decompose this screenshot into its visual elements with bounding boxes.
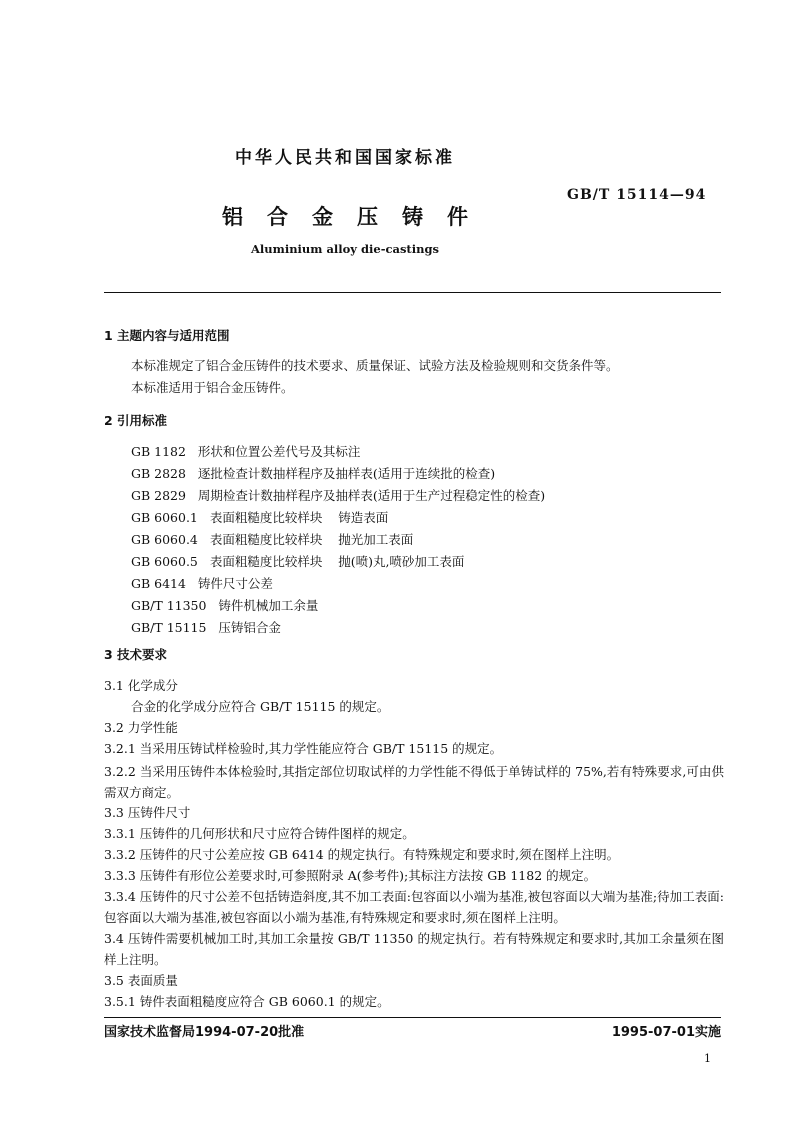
title-char: 铝 [222, 205, 243, 229]
reference-item [131, 531, 413, 549]
header-divider [104, 292, 721, 293]
subsection-heading: 3.5 表面质量 [104, 973, 178, 988]
section-3-heading: 3 技术要求 [104, 647, 168, 662]
reference-code: GB 6414 [131, 576, 186, 591]
section-1-paragraph: 本标准规定了铝合金压铸件的技术要求、质量保证、试验方法及检验规则和交货条件等。 [131, 358, 619, 373]
clause-text: 3.3.4 压铸件的尺寸公差不包括铸造斜度,其不加工表面:包容面以小端为基准,被包容面以大端为基准;待加工表面:包容面以大端为基准,被包容面以小端为基准,有特殊规定和要求时,须在图样上注明。 [104, 889, 724, 925]
footer-divider [104, 1017, 721, 1018]
reference-code: GB 2829 [131, 488, 186, 503]
reference-title: 周期检查计数抽样程序及抽样表(适用于生产过程稳定性的检查) [197, 488, 546, 503]
reference-title: 逐批检查计数抽样程序及抽样表(适用于连续批的检查) [197, 466, 496, 481]
document-title-english: Aluminium alloy die-castings [251, 242, 439, 256]
reference-code: GB 6060.4 [131, 532, 198, 547]
reference-item [131, 597, 318, 615]
section-1-heading: 1 主题内容与适用范围 [104, 328, 230, 343]
section-1-paragraph: 本标准适用于铝合金压铸件。 [131, 380, 294, 395]
reference-item [131, 443, 360, 461]
title-char: 合 [267, 205, 288, 229]
clause-text: 3.3.3 压铸件有形位公差要求时,可参照附录 A(参考件);其标注方法按 GB 1182 的规定。 [104, 868, 597, 883]
clause-text: 3.3.1 压铸件的几何形状和尺寸应符合铸件图样的规定。 [104, 826, 415, 841]
subsection-heading: 3.1 化学成分 [104, 678, 178, 693]
reference-item [131, 487, 545, 505]
reference-title: 表面粗糙度比较样块 抛光加工表面 [209, 532, 414, 547]
subsection-heading: 3.3 压铸件尺寸 [104, 805, 191, 820]
title-char: 件 [447, 205, 468, 229]
reference-code: GB 6060.1 [131, 510, 198, 525]
clause-text: 3.2.1 当采用压铸试样检验时,其力学性能应符合 GB/T 15115 的规定。 [104, 741, 503, 756]
reference-item [131, 553, 464, 571]
reference-title: 压铸铝合金 [218, 620, 281, 635]
effective-date: 1995-07-01实施 [611, 1025, 721, 1040]
clause-text: 3.3.2 压铸件的尺寸公差应按 GB 6414 的规定执行。有特殊规定和要求时,须在图样上注明。 [104, 847, 620, 862]
reference-title: 表面粗糙度比较样块 铸造表面 [209, 510, 389, 525]
clause-text: 3.5.1 铸件表面粗糙度应符合 GB 6060.1 的规定。 [104, 994, 390, 1009]
clause-text: 3.2.2 当采用压铸件本体检验时,其指定部位切取试样的力学性能不得低于单铸试样的 75%,若有特殊要求,可由供需双方商定。 [104, 764, 724, 800]
title-char: 铸 [402, 205, 423, 229]
page-number: 1 [704, 1052, 711, 1065]
title-char: 压 [357, 205, 378, 229]
reference-title: 形状和位置公差代号及其标注 [197, 444, 361, 459]
standard-code: GB/T 15114—94 [567, 187, 707, 203]
reference-item [131, 509, 388, 527]
reference-code: GB/T 11350 [131, 598, 207, 613]
document-title [0, 201, 690, 231]
clause-text: 3.4 压铸件需要机械加工时,其加工余量按 GB/T 11350 的规定执行。若有特殊规定和要求时,其加工余量须在图样上注明。 [104, 931, 724, 967]
reference-code: GB 2828 [131, 466, 186, 481]
clause-text: 合金的化学成分应符合 GB/T 15115 的规定。 [131, 699, 390, 714]
reference-title: 铸件尺寸公差 [197, 576, 273, 591]
reference-title: 铸件机械加工余量 [218, 598, 319, 613]
approval-line: 国家技术监督局1994-07-20批准 [104, 1025, 305, 1040]
reference-item [131, 575, 273, 593]
section-2-heading: 2 引用标准 [104, 413, 168, 428]
reference-title: 表面粗糙度比较样块 抛(喷)丸,喷砂加工表面 [209, 554, 465, 569]
subsection-heading: 3.2 力学性能 [104, 720, 178, 735]
national-standard-heading: 中华人民共和国国家标准 [235, 148, 455, 168]
title-char: 金 [312, 205, 333, 229]
reference-item [131, 465, 495, 483]
reference-code: GB 1182 [131, 444, 186, 459]
reference-code: GB 6060.5 [131, 554, 198, 569]
reference-item [131, 619, 281, 637]
reference-code: GB/T 15115 [131, 620, 207, 635]
